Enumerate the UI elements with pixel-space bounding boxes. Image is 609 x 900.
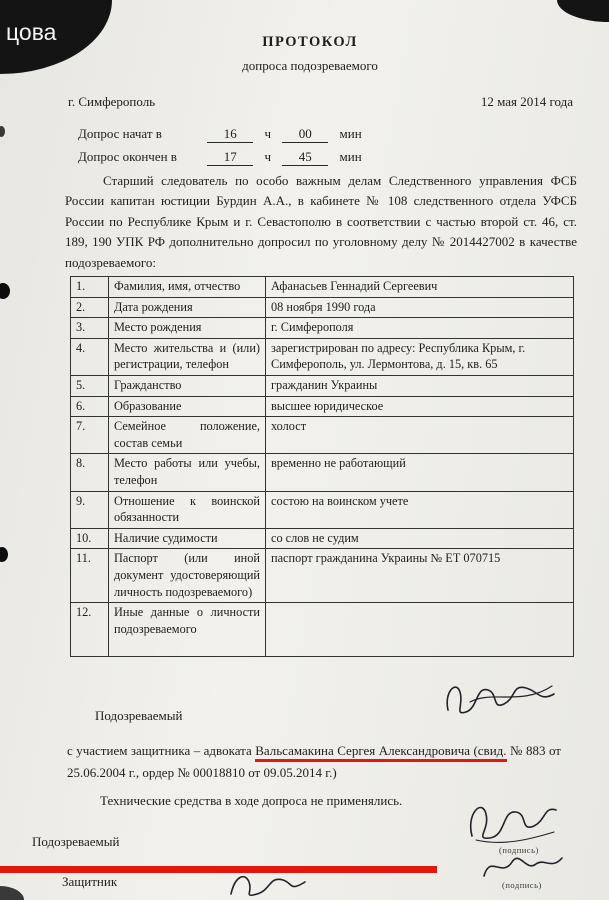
row-number: 6. [71,396,109,417]
row-value: холост [266,417,574,454]
intro-paragraph: Старший следователь по особо важным делам Следственного управления ФСБ России капитан юстиции Бурдин А.А., в кабинете № 108 следственного отдела УФСБ России по Республике Крым и г. Севастополю в соответствии с частью второй ст. 46, ст. 189, 190 УПК РФ дополнительно допросил по уголовному делу № 2014427002 в качестве подозреваемого: [65,173,577,270]
table-row [71,338,574,375]
table-row [71,396,574,417]
row-label: Место жительства и (или) регистрации, телефон [109,338,266,375]
row-value: состою на воинском учете [266,491,574,528]
interrogation-start-line [78,126,362,143]
row-number: 7. [71,417,109,454]
technical-means-line: Технические средства в ходе допроса не применялись. [100,793,403,808]
place-label: г. Симферополь [68,94,156,109]
defender-label: Защитник [62,874,118,889]
row-number: 8. [71,454,109,491]
row-label: Наличие судимости [109,528,266,549]
row-number: 10. [71,528,109,549]
row-number: 4. [71,338,109,375]
row-number: 5. [71,375,109,396]
hour-unit: ч [264,126,272,141]
date-label: 12 мая 2014 года [480,94,573,109]
suspect-label: Подозреваемый [95,708,183,723]
row-number: 3. [71,318,109,339]
row-value: со слов не судим [266,528,574,549]
start-hour-value: 16 [207,127,253,143]
table-row [71,454,574,491]
document-title: ПРОТОКОЛ [262,34,358,50]
row-label: Отношение к воинской обязанности [109,491,266,528]
defender-signature [478,850,566,884]
row-value: 08 ноября 1990 года [266,297,574,318]
end-label: Допрос окончен в [78,149,177,164]
hole-punch-mark [0,547,8,562]
end-minute-value: 45 [282,150,328,166]
row-number: 11. [71,549,109,603]
video-progress-bar[interactable] [0,866,437,873]
bottom-signature [225,870,309,900]
signature-caption: (подпись) [502,880,542,890]
signature-caption: (подпись) [499,845,539,855]
place-date-row [68,94,573,110]
end-hour-value: 17 [207,150,253,166]
suspect-label-2: Подозреваемый [32,834,120,849]
row-label: Паспорт (или иной документ удостоверяющий личность подозреваемого) [109,549,266,603]
hole-punch-mark [0,283,10,299]
video-caption: цова [6,19,57,45]
row-number: 2. [71,297,109,318]
hour-unit: ч [264,149,272,164]
row-value [266,603,574,657]
minute-unit: мин [339,126,362,141]
minute-unit: мин [339,149,362,164]
hole-punch-mark [0,126,5,137]
interrogation-end-line [78,149,362,166]
row-label: Дата рождения [109,297,266,318]
suspect-signature-2 [462,796,562,844]
row-label: Фамилия, имя, отчество [109,277,266,298]
row-value: Афанасьев Геннадий Сергеевич [266,277,574,298]
suspect-info-table [70,276,574,657]
row-label: Гражданство [109,375,266,396]
row-number: 12. [71,603,109,657]
table-row [71,277,574,298]
row-value: г. Симферополя [266,318,574,339]
table-row [71,297,574,318]
row-number: 9. [71,491,109,528]
defender-text-suffix: № 883 от 25.06.2004 г., ордер № 00018810 от 09.05.2014 г.) [67,743,561,780]
table-row [71,549,574,603]
row-label: Место работы или учебы, телефон [109,454,266,491]
row-label: Образование [109,396,266,417]
row-number: 1. [71,277,109,298]
suspect-signature [440,676,558,718]
defender-text-prefix: с участием защитника – адвоката [67,743,256,758]
table-row [71,491,574,528]
row-label: Семейное положение, состав семьи [109,417,266,454]
row-value: высшее юридическое [266,396,574,417]
start-label: Допрос начат в [78,126,162,141]
row-value: паспорт гражданина Украины № ЕТ 070715 [266,549,574,603]
row-value: зарегистрирован по адресу: Республика Крым, г. Симферополь, ул. Лермонтова, д. 15, кв. 65 [266,338,574,375]
row-value: временно не работающий [266,454,574,491]
defender-name-underlined: Вальсамакина Сергея Александровича (свид. [255,743,506,762]
table-row [71,417,574,454]
table-row [71,603,574,657]
start-minute-value: 00 [282,127,328,143]
row-value: гражданин Украины [266,375,574,396]
row-label: Иные данные о личности подозреваемого [109,603,266,657]
table-row [71,528,574,549]
table-row [71,318,574,339]
document-subtitle: допроса подозреваемого [242,58,378,73]
defender-paragraph [67,740,561,784]
table-row [71,375,574,396]
row-label: Место рождения [109,318,266,339]
